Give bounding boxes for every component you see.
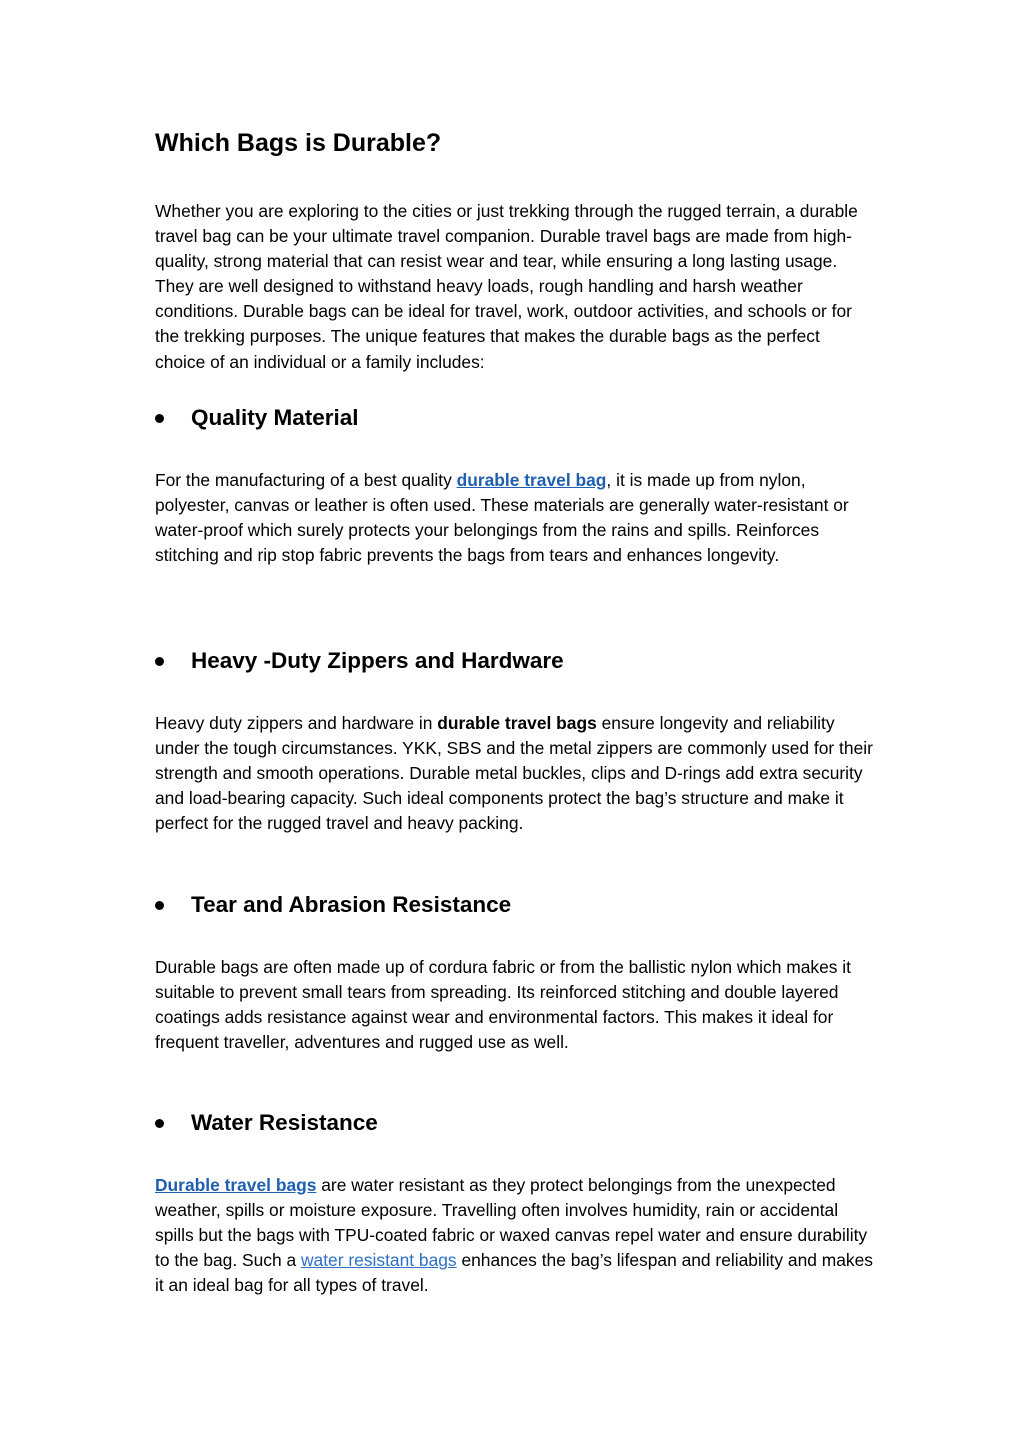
intro-paragraph: Whether you are exploring to the cities or just trekking through the rugged terrain, a durable travel bag can be your ultimate travel companion. Durable travel bags are made from high-quality, strong material that can resist wear and tear, while ensuring a long lasting usage. They are well designed to withstand heavy loads, rough handling and harsh weather conditions. Durable bags can be ideal for travel, work, outdoor activities, and schools or for the trekking purposes. The unique features that makes the durable bags as the perfect choice of an individual or a family includes: xyxy=(155,201,858,372)
paragraph-text: For the manufacturing of a best quality xyxy=(155,470,457,490)
paragraph-text: ensure longevity and reliability under the tough circumstances. YKK, SBS and the metal zippers are commonly used for their strength and smooth operations. Durable metal buckles, clips and D-rings add extra security and load-bearing capacity. Such ideal components protect the bag’s structure and make it perfect for the rugged travel and heavy packing. xyxy=(155,713,873,834)
paragraph-text: are water resistant as they protect belongings from the unexpected weather, spills or moisture exposure. Travelling often involves humidity, rain or accidental spills but the bags with TPU-coated fabric or waxed canvas repel water and ensure durability to the bag. Such a xyxy=(155,1175,868,1271)
bold-keyword: durable travel bags xyxy=(437,713,597,733)
paragraph-text: enhances the bag’s lifespan and reliability and makes it an ideal bag for all types of travel. xyxy=(155,1250,873,1296)
bullet-icon xyxy=(155,414,164,423)
page-title: Which Bags is Durable? xyxy=(155,129,442,157)
section-paragraph-tear-abrasion: Durable bags are often made up of cordura fabric or from the ballistic nylon which makes it suitable to prevent small tears from spreading. Its reinforced stitching and double layered coatings adds resistance against wear and environmental factors. This makes it ideal for frequent traveller, adventures and rugged use as well. xyxy=(155,957,851,1053)
section-heading-label: Quality Material xyxy=(191,405,359,430)
durable-travel-bags-link[interactable]: Durable travel bags xyxy=(155,1175,317,1195)
bullet-icon xyxy=(155,901,164,910)
paragraph-text: Heavy duty zippers and hardware in xyxy=(155,713,438,733)
section-heading-label: Water Resistance xyxy=(191,1110,378,1135)
bullet-icon xyxy=(155,1119,164,1128)
section-paragraph-heavy-duty-zippers xyxy=(155,711,873,836)
durable-travel-bag-link[interactable]: durable travel bag xyxy=(456,470,607,490)
paragraph-text: , it is made up from nylon, polyester, canvas or leather is often used. These materials are generally water-resistant or water-proof which surely protects your belongings from the rains and spills. Reinforces stitching and rip stop fabric prevents the bags from tears and enhances longevity. xyxy=(155,470,849,566)
bullet-icon xyxy=(155,657,164,666)
water-resistant-bags-link[interactable]: water resistant bags xyxy=(301,1250,457,1271)
section-heading-label: Tear and Abrasion Resistance xyxy=(191,892,512,917)
section-heading-label: Heavy -Duty Zippers and Hardware xyxy=(191,648,564,673)
section-paragraph-water-resistance xyxy=(155,1173,873,1298)
section-paragraph-quality-material xyxy=(155,468,873,568)
